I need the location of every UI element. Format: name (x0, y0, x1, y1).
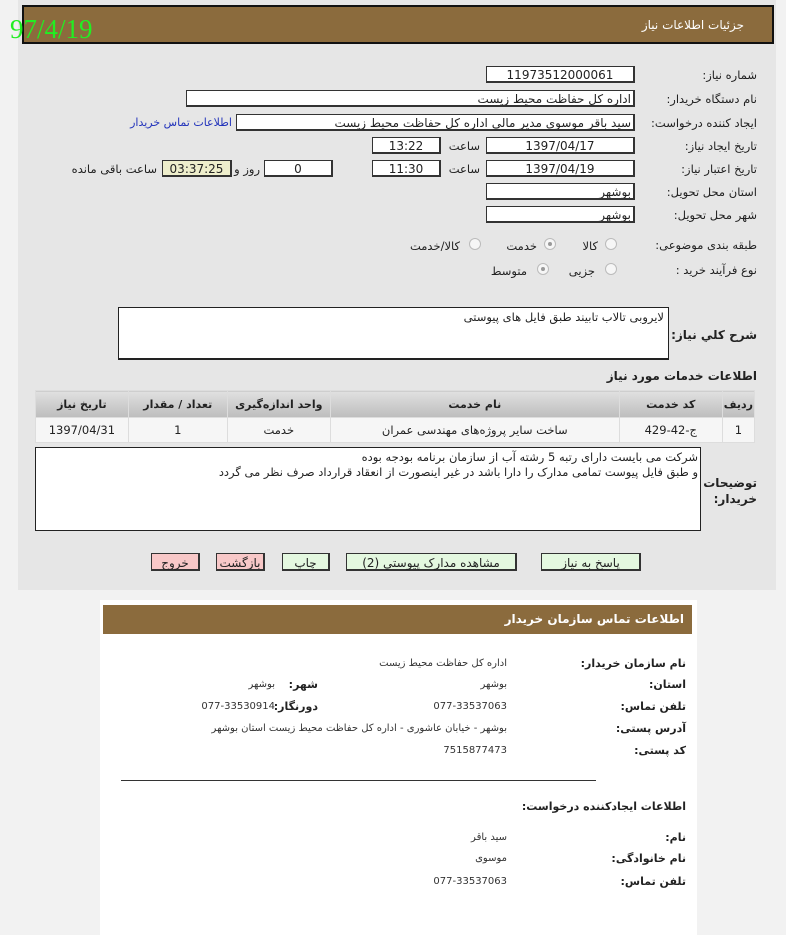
valid-date-field[interactable]: 1397/04/19 (486, 160, 635, 177)
province-label: استان محل تحویل: (666, 185, 757, 199)
days-field[interactable]: 0 (264, 160, 333, 177)
province-field[interactable]: بوشهر (486, 183, 635, 200)
cell-name: ساخت سایر پروژه‌های مهندسی عمران (330, 418, 619, 443)
category-label: طبقه بندی موضوعی: (655, 238, 757, 252)
creator-name-label: نام: (665, 831, 686, 844)
valid-time-label: ساعت (448, 162, 480, 176)
page-header (22, 5, 774, 44)
cell-qty: 1 (128, 418, 227, 443)
contact-address: بوشهر - خیابان عاشوری - اداره کل حفاظت محیط زیست استان بوشهر (211, 723, 507, 734)
category-option-goods-service: کالا/خدمت (409, 239, 460, 253)
contact-panel (100, 600, 697, 935)
created-time-field[interactable]: 13:22 (372, 137, 441, 154)
creator-family-label: نام خانوادگی: (611, 852, 686, 865)
contact-org-label: نام سازمان خریدار: (580, 657, 686, 670)
date-stamp: 97/4/19 (10, 14, 93, 44)
col-qty: تعداد / مقدار (128, 391, 227, 418)
category-option-goods: کالا (582, 239, 598, 253)
services-table (35, 390, 755, 443)
notes-textarea[interactable]: شرکت می بایست دارای رتبه 5 رشته آب از سازمان برنامه بودجه بوده و طبق فایل پیوست تمامی مدارک را دارا باشد در غیر اینصورت از انعقاد قرارداد صرف نظر می گردد (35, 447, 701, 531)
col-row: ردیف (722, 391, 754, 418)
category-radio-goods[interactable] (605, 238, 617, 250)
creator-phone: 077-33537063 (433, 876, 507, 887)
col-code: کد خدمت (619, 391, 722, 418)
col-unit: واحد اندازه‌گیری (227, 391, 330, 418)
creator-family: موسوی (475, 853, 507, 864)
process-label: نوع فرآیند خرید : (675, 263, 757, 277)
contact-city: بوشهر (248, 679, 275, 690)
services-heading: اطلاعات خدمات مورد نیاز (606, 369, 757, 383)
cell-code: ج-42-429 (619, 418, 722, 443)
description-label: شرح کلي نياز: (671, 328, 757, 342)
buyer-contact-link[interactable]: اطلاعات تماس خریدار (130, 116, 232, 129)
city-field[interactable]: بوشهر (486, 206, 635, 223)
cell-unit: خدمت (227, 418, 330, 443)
contact-province-label: استان: (649, 678, 686, 691)
reply-button[interactable]: پاسخ به نیاز (541, 553, 641, 571)
contact-org: اداره کل حفاظت محیط زیست (379, 658, 507, 669)
need-number-label: شماره نیاز: (702, 68, 757, 82)
contact-fax: 077-33530914 (201, 701, 275, 712)
created-time-label: ساعت (448, 139, 480, 153)
contact-postal: 7515877473 (443, 745, 507, 756)
requester-label: ایجاد کننده درخواست: (651, 116, 757, 130)
contact-address-label: آدرس پستی: (615, 722, 686, 735)
category-option-service: خدمت (506, 239, 537, 253)
cell-date: 1397/04/31 (36, 418, 129, 443)
contact-header: اطلاعات تماس سازمان خریدار (103, 605, 692, 634)
notes-label: توضیحات خریدار: (703, 476, 757, 506)
print-button[interactable]: چاپ (282, 553, 330, 571)
buyer-org-label: نام دستگاه خریدار: (666, 92, 757, 106)
created-date-field[interactable]: 1397/04/17 (486, 137, 635, 154)
col-name: نام خدمت (330, 391, 619, 418)
city-label: شهر محل تحویل: (673, 208, 757, 222)
view-attachments-button[interactable]: مشاهده مدارک پیوستي (2) (346, 553, 517, 571)
process-option-minor: جزیی (568, 264, 595, 278)
need-number-field[interactable]: 11973512000061 (486, 66, 635, 83)
created-date-label: تاریخ ایجاد نیاز: (684, 139, 757, 153)
category-radio-service[interactable] (544, 238, 556, 250)
valid-time-field[interactable]: 11:30 (372, 160, 441, 177)
cell-row: 1 (722, 418, 754, 443)
remaining-label: ساعت باقی مانده (71, 162, 157, 176)
back-button[interactable]: بازگشت (216, 553, 265, 571)
col-date: تاریخ نیاز (36, 391, 129, 418)
process-option-medium: متوسط (490, 264, 527, 278)
table-header-row (36, 391, 755, 418)
creator-heading: اطلاعات ایجادکننده درخواست: (521, 800, 686, 813)
creator-phone-label: تلفن تماس: (620, 875, 686, 888)
contact-postal-label: کد پستی: (634, 744, 686, 757)
buyer-org-field[interactable]: اداره کل حفاظت محیط زیست (186, 90, 635, 107)
exit-button[interactable]: خروج (151, 553, 200, 571)
remaining-time: 03:37:25 (162, 160, 232, 177)
valid-date-label: تاریخ اعتبار نیاز: (681, 162, 757, 176)
process-radio-medium[interactable] (537, 263, 549, 275)
creator-name: سید باقر (471, 832, 507, 843)
description-textarea[interactable]: لایروبی تالاب تابیند طبق فایل های پیوستی (118, 307, 669, 360)
contact-phone-label: تلفن تماس: (620, 700, 686, 713)
divider (121, 780, 596, 781)
contact-fax-label: دورنگار: (273, 700, 318, 713)
days-label: روز و (234, 162, 260, 176)
requester-field[interactable]: سید باقر موسوی مدیر مالی اداره کل حفاظت محیط زیست (236, 114, 635, 131)
contact-city-label: شهر: (288, 678, 318, 691)
table-row (36, 418, 755, 443)
contact-phone: 077-33537063 (433, 701, 507, 712)
category-radio-goods-service[interactable] (469, 238, 481, 250)
page-title: جزئیات اطلاعات نیاز (641, 18, 744, 32)
process-radio-minor[interactable] (605, 263, 617, 275)
contact-province: بوشهر (480, 679, 507, 690)
